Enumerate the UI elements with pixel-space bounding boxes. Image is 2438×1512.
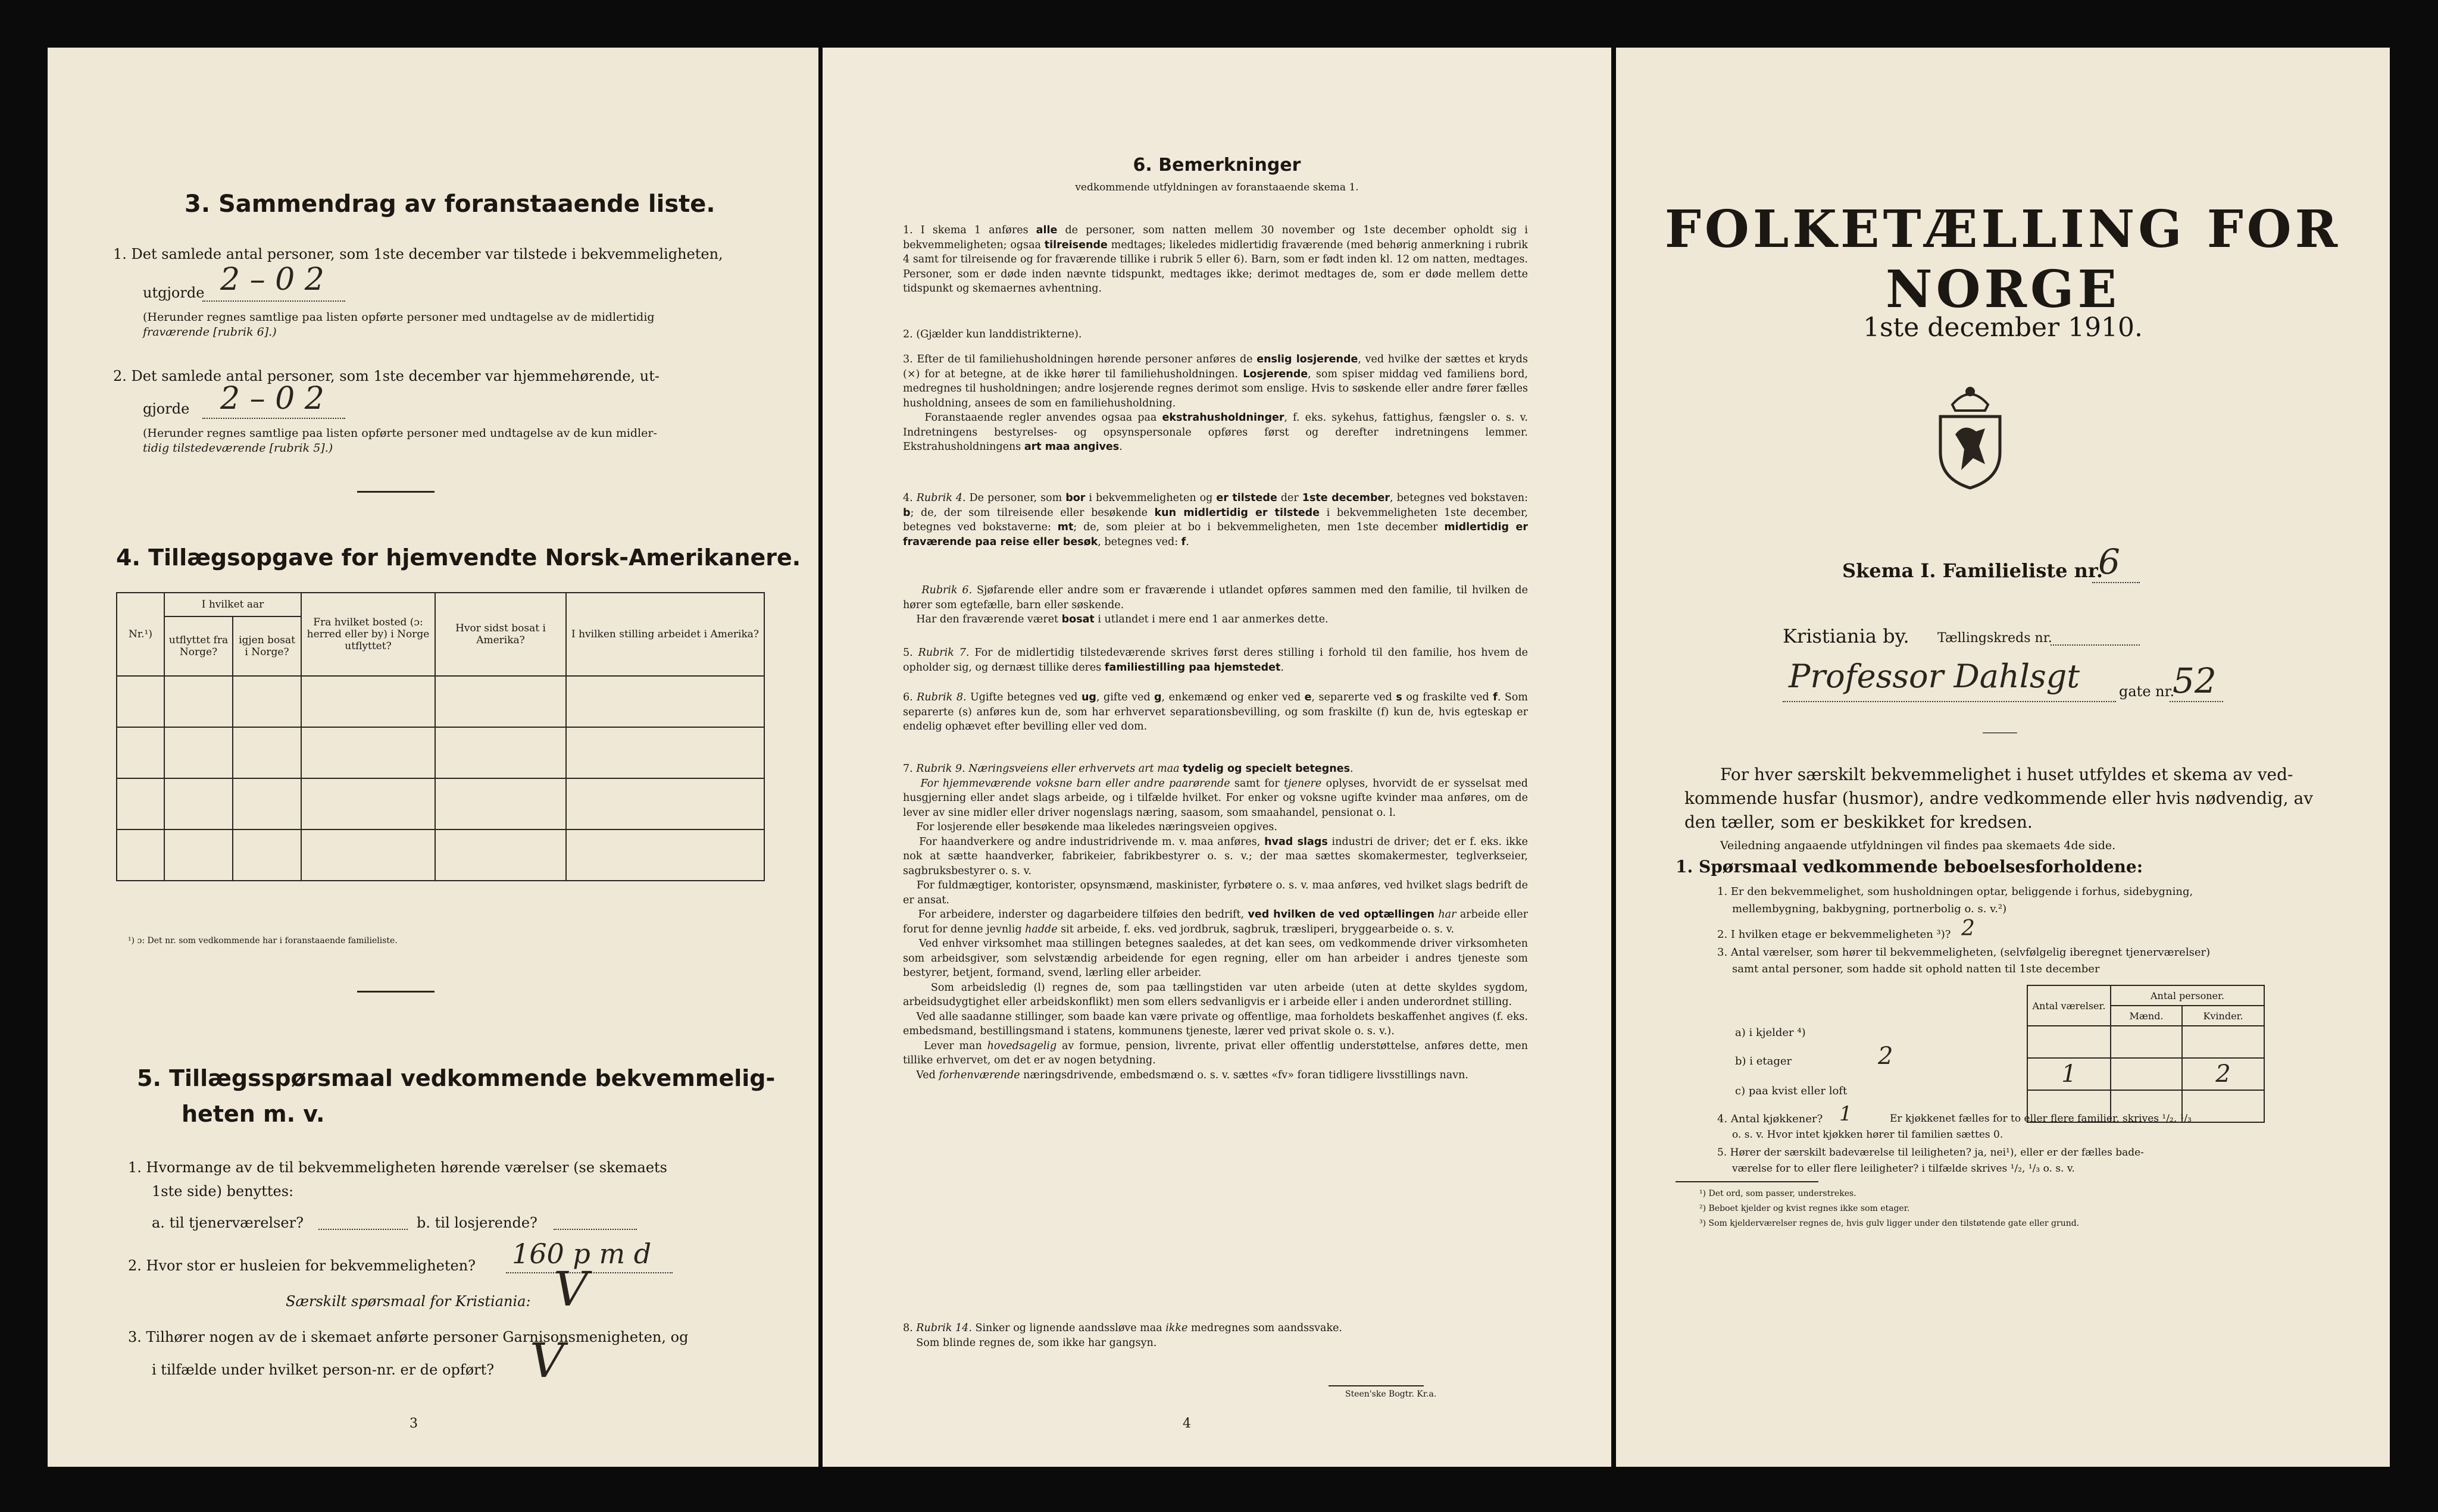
section4-footnote: ¹) ɔ: Det nr. som vedkommende har i foranstaaende familieliste. [128,936,398,946]
skema-number-handwritten: 6 [2098,541,2120,582]
item2-note2: tidig tilstedeværende [rubrik 5].) [143,442,333,455]
th-men: Mænd. [2111,1006,2182,1026]
question-1-line1: 1. Er den bekvemmelighet, som husholdningen optar, beliggende i forhus, sidebygning, [1717,885,2193,898]
q1-text2: 1ste side) benyttes: [152,1183,294,1200]
printer-imprint: Steen'ske Bogtr. Kr.a. [1345,1389,1437,1399]
item1-note1: (Herunder regnes samtlige paa listen opførte personer med undtagelse av de midlertidig [143,311,655,324]
th-women: Kvinder. [2182,1006,2264,1026]
section4-heading: 4. Tillægsopgave for hjemvendte Norsk-Amerikanere. [116,544,801,571]
section3-item2-lead: gjorde [143,400,190,417]
street-number-dotted-line [2170,701,2223,702]
section3-item1-lead: utgjorde [143,284,205,301]
q3-text1: 3. Tilhører nogen av de i skemaet anførte personer Garnisonsmenigheten, og [128,1329,689,1345]
table-row [2027,1058,2264,1090]
question-4-label: 4. Antal kjøkkener? [1717,1113,1823,1125]
instruction-line1: For hver særskilt bekvemmelighet i huset utfyldes et skema av ved- [1720,765,2293,784]
remark-4: 4. Rubrik 4. De personer, som bor i bekvemmeligheten og er tilstede der 1ste december, betegnes ved bokstaven: b; de, der som tilreisende eller besøkende kun midlertidig er tilstede i bekvemmeligheten 1ste december, betegnes ved bokstaverne: mt; de, som pleier at bo i bekvemmeligheten, men 1ste december midlertidig er fraværende paa reise eller besøk, betegnes ved: f. [903,492,1529,548]
instruction-line3: den tæller, som er beskikket for kredsen. [1684,812,2033,832]
skema-dotted-line [2092,582,2140,583]
question-5-line1: 5. Hører der særskilt badeværelse til leiligheten? ja, nei¹), eller er der fælles bade- [1717,1147,2144,1159]
page-number: 3 [410,1416,418,1431]
street-number-handwritten: 52 [2173,660,2217,701]
section3-item2-text: 2. Det samlede antal personer, som 1ste december var hjemmehørende, ut- [113,368,659,384]
remarks-subheading: vedkommende utfyldningen av foranstaaende skema 1. [1075,181,1359,193]
q1a: a. til tjenerværelser? [152,1214,304,1231]
table-row [117,829,764,881]
q1b: b. til losjerende? [417,1214,537,1231]
section5-heading1: 5. Tillægsspørsmaal vedkommende bekvemmelig- [137,1065,776,1091]
remark-1: 1. I skema 1 anføres alle de personer, som natten mellem 30 november og 1ste december opholdt sig i bekvemmeligheten; ogsaa tilreisende medtages; likeledes midlertidig fraværende (med behørig anmerkning i rubrik 4 samt for tilreisende og for fraværende tillike i rubrik 5 eller 6). Barn, som er født inden kl. 12 om natten, medtages. Personer, som er døde inden nævnte tidspunkt, medtages ikke; derimot medtages de, som er døde mellem dette tidspunkt og skemaernes avhentning. [903,224,1528,295]
remark-6: 6. Rubrik 8. Ugifte betegnes ved ug, gifte ved g, enkemænd og enker ved e, separerte ved s og fraskilte ved f. Som separerte (s) anføres kun de, som har erhvervet separationsbevilling, og som fraskilte (f) kun de, hvis egteskap er endelig ophævet efter bevilling eller ved dom. [903,691,1528,732]
question-3-line2: samt antal personer, som hadde sit ophold natten til 1ste december [1732,963,2100,975]
special-kristiania-label: Særskilt spørsmaal for Kristiania: [286,1293,531,1310]
questions-heading: 1. Spørsmaal vedkommende beboelsesforholdene: [1676,857,2143,876]
row-c-label: c) paa kvist eller loft [1735,1085,1848,1097]
item1-note2: fraværende [rubrik 6].) [143,325,277,339]
question-4-text1: Er kjøkkenet fælles for to eller flere familier, skrives ¹/₂, ¹/₃ [1890,1113,2192,1125]
coat-of-arms-icon [1928,381,2012,491]
item1-handwritten-value: 2 – 0 2 [220,262,324,298]
table-row [117,676,764,727]
item2-note1: (Herunder regnes samtlige paa listen opførte personer med undtagelse av de kun midler- [143,427,657,440]
remark-5: 5. Rubrik 7. For de midlertidig tilstedeværende skrives først deres stilling i forhold til den familie, hos hvem de opholder sig, og dernæst tillike deres familiestilling paa hjemstedet. [903,647,1528,674]
district-label: Tællingskreds nr. [1937,631,2052,646]
section3-heading: 3. Sammendrag av foranstaaende liste. [185,190,715,218]
street-handwritten: Professor Dahlsgt [1789,658,2080,695]
rooms-b-handwritten: 1 [2061,1060,2077,1088]
question-5-line2: værelse for to eller flere leiligheter? i tilfælde skrives ¹/₂, ¹/₃ o. s. v. [1732,1163,2075,1175]
question-1-line2: mellembygning, bakbygning, portnerbolig o. s. v.²) [1732,903,2007,915]
question-4-text2: o. s. v. Hvor intet kjøkken hører til familien sættes 0. [1732,1129,2003,1141]
district-dotted-line [2051,644,2140,646]
page-number: 4 [1183,1416,1191,1431]
row-a-label: a) i kjelder ⁴) [1735,1026,1806,1039]
page-left [48,48,818,1467]
th-persons: Antal personer. [2111,985,2264,1006]
col-returned: igjen bosat i Norge? [233,616,301,676]
question-4-handwritten: 1 [1839,1102,1852,1126]
footnote-1: ¹) Det ord, som passer, understrekes. [1699,1189,1856,1198]
ornament-icon: ⸻ [1982,724,2018,740]
q1-text1: 1. Hvormange av de til bekvemmeligheten hørende værelser (se skemaets [128,1159,667,1176]
q2-dotted-line [506,1272,673,1273]
remark-3: 3. Efter de til familiehusholdningen hørende personer anføres de enslig losjerende, ved hvilke der sættes et kryds (×) for at betegne, at de ikke hører til familiehusholdningen. Losjerende, som spiser middag ved familiens bord, medregnes til husholdningen; andre losjerende regnes derimot som enslige. Hvis to søskende eller andre fører fælles husholdning, ansees de som en familiehusholdning. Foranstaaende regler anvendes ogsaa paa ekstrahusholdninger, f. eks. sykehus, fattighus, fængsler o. s. v. Indretningens bestyrelses- og opsynspersonale opføres først og derefter indretningens lemmer. Ekstrahusholdningens art maa angives. [903,353,1528,453]
col-position: I hvilken stilling arbeidet i Amerika? [566,593,764,676]
q2-handwritten-rent: 160 p m d [512,1238,652,1270]
remark-8: 8. Rubrik 14. Sinker og lignende aandssløve maa ikke medregnes som aandssvake. Som blinde regnes de, som ikke har gangsyn. [903,1322,1342,1349]
col-year: I hvilket aar [164,593,301,616]
divider [357,991,435,993]
remarks-heading: 6. Bemerkninger [1133,155,1301,176]
row-b-handwritten: 2 [1878,1043,1893,1070]
divider [357,491,435,493]
page-middle [823,48,1611,1467]
street-label: gate nr. [2119,683,2175,700]
footnote-rule [1676,1181,1818,1182]
remark-rubrik6: Rubrik 6. Sjøfarende eller andre som er fraværende i utlandet opføres sammen med den familie, til hvilken de hører som egtefælle, barn eller søskende. Har den fraværende været bosat i utlandet i mere end 1 aar anmerkes dette. [903,584,1528,625]
printer-rule [1329,1385,1424,1386]
section5-heading2: heten m. v. [182,1101,325,1127]
question-2-handwritten: 2 [1961,916,1975,941]
table-row [2027,1026,2264,1058]
footnote-2: ²) Beboet kjelder og kvist regnes ikke som etager. [1699,1204,1910,1213]
instruction-line4: Veiledning angaaende utfyldningen vil findes paa skemaets 4de side. [1720,839,2116,852]
special-checkmark: V [554,1261,588,1317]
rooms-persons-table [2027,985,2265,1123]
instruction-line2: kommende husfar (husmor), andre vedkommende eller hvis nødvendig, av [1684,788,2314,808]
q2-text: 2. Hvor stor er husleien for bekvemmeligheten? [128,1257,476,1274]
norsk-amerikanere-table [116,592,765,881]
footnote-3: ³) Som kjelderværelser regnes de, hvis gulv ligger under den tilstøtende gate eller grund. [1699,1219,2080,1228]
city-label: Kristiania by. [1783,625,1909,647]
col-from: Fra hvilket bosted (ɔ: herred eller by) i Norge utflyttet? [301,593,435,676]
item1-dotted-line [202,300,345,302]
row-b-label: b) i etager [1735,1055,1792,1068]
section3-item1-text: 1. Det samlede antal personer, som 1ste december var tilstede i bekvemmeligheten, [113,246,723,262]
census-title: FOLKETÆLLING FOR NORGE [1664,199,2342,320]
item2-handwritten-value: 2 – 0 2 [220,381,324,417]
q3-text2: i tilfælde under hvilket person-nr. er de opført? [152,1361,495,1378]
question-3-line1: 3. Antal værelser, som hører til bekvemmeligheten, (selvfølgelig iberegnet tjenerværelser) [1717,946,2211,959]
census-date: 1ste december 1910. [1862,312,2143,343]
remark-2: 2. (Gjælder kun landdistrikterne). [903,328,1082,340]
col-emigrated: utflyttet fra Norge? [164,616,233,676]
q1a-dotted-line [318,1229,408,1230]
table-row [117,727,764,778]
women-b-handwritten: 2 [2215,1060,2231,1088]
th-rooms: Antal værelser. [2027,985,2111,1026]
skema-label: Skema I. Familieliste nr. [1842,559,2103,582]
page-right [1616,48,2390,1467]
col-nr: Nr.¹) [117,593,164,676]
question-2: 2. I hvilken etage er bekvemmeligheten ³)? [1717,928,1951,941]
q1b-dotted-line [554,1229,637,1230]
table-row [117,778,764,829]
item2-dotted-line [202,418,345,419]
remark-7: 7. Rubrik 9. Næringsveiens eller erhvervets art maa tydelig og specielt betegnes. For hjemmeværende voksne barn eller andre paarørende samt for tjenere oplyses, hvorvidt de er sysselsat med husgjerning eller andet slags arbeide, og i tilfælde hvilket. For enker og voksne ugifte kvinder maa anføres, om de lever av sine midler eller driver nogenslags næring, saasom, som smaahandel, pensionat o. l. For losjerende eller besøkende maa likeledes næringsveien opgives. For haandverkere og andre industridrivende m. v. maa anføres, hvad slags industri de driver; det er f. eks. ikke nok at sætte haandverker, fabrikeier, fabrikbestyrer o. s. v.; der maa sættes skomakermester, teglverkseier, sagbruksbestyrer o. s. v. For fuldmægtiger, kontorister, opsynsmænd, maskinister, fyrbøtere o. s. v. maa anføres, ved hvilket slags bedrift de er ansat. For arbeidere, inderster og dagarbeidere tilføies den bedrift, ved hvilken de ved optællingen har arbeide eller forut for denne jevnlig hadde sit arbeide, f. eks. ved jordbruk, sagbruk, træsliperi, bryggearbeide o. s. v. Ved enhver virksomhet maa stillingen betegnes saaledes, at det kan sees, om vedkommende driver virksomheten som arbeidsgiver, som selvstændig arbeidende for egen regning, eller om han arbeider i andres tjeneste som bestyrer, betjent, formand, svend, lærling eller arbeider. Som arbeidsledig (l) regnes de, som paa tællingstiden var uten arbeide (uten at dette skyldes sygdom, arbeidsudygtighet eller arbeidskonflikt) men som ellers sedvanligvis er i arbeide eller i anden underordnet stilling. Ved alle saadanne stillinger, som baade kan være private og offentlige, maa forholdets beskaffenhet angives (f. eks. embedsmand, bestillingsmand i statens, kommunens tjeneste, lærer ved privat skole o. s. v.). Lever man hovedsagelig av formue, pension, livrente, privat eller offentlig understøttelse, anføres dette, men tillike erhvervet, om det er av nogen betydning. Ved forhenværende næringsdrivende, embedsmænd o. s. v. sættes «fv» foran tidligere livsstillings navn. [903,763,1529,1081]
street-dotted-line [1783,701,2116,702]
col-lastplace: Hvor sidst bosat i Amerika? [435,593,566,676]
q3-checkmark: V [530,1333,564,1388]
